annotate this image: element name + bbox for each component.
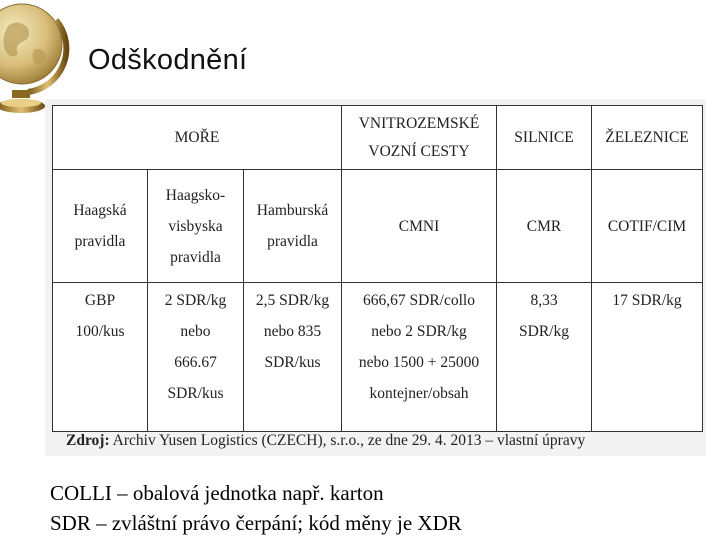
- convention-cell-line: pravidla: [74, 233, 126, 250]
- limit-cell: [592, 283, 703, 432]
- header-road: SILNICE: [497, 106, 592, 170]
- convention-cell-line: visbyska: [168, 217, 223, 235]
- convention-cell: [497, 170, 592, 283]
- note-colli: COLLI – obalová jednotka např. karton: [50, 481, 384, 505]
- convention-cell-line: pravidla: [170, 248, 221, 266]
- compensation-table: [52, 105, 703, 432]
- header-inland-line2: VOZNÍ CESTY: [368, 142, 470, 160]
- limit-cell-line: GBP: [84, 292, 116, 309]
- header-inland: [342, 106, 497, 170]
- header-sea: MOŘE: [53, 106, 342, 170]
- source-label: Zdroj:: [66, 432, 110, 449]
- convention-cell: [592, 170, 703, 283]
- slide-title: Odškodnění: [88, 44, 248, 76]
- limit-cell-line: nebo 2 SDR/kg: [371, 323, 467, 340]
- header-rail: ŽELEZNICE: [592, 106, 703, 170]
- header-inland-line1: VNITROZEMSKÉ: [358, 114, 480, 132]
- limit-cell: [148, 283, 244, 432]
- limit-cell-line: nebo 1500 + 25000: [358, 354, 480, 371]
- limit-cell: [342, 283, 497, 432]
- limit-cell: [497, 283, 592, 432]
- limit-cell-line: 666,67 SDR/collo: [363, 292, 475, 309]
- convention-cell-line: Hamburská: [256, 202, 329, 219]
- convention-cell-line: COTIF/CIM: [607, 217, 687, 235]
- compensation-table-wrap: [52, 105, 702, 431]
- limit-cell: [244, 283, 342, 432]
- convention-cell: [53, 170, 148, 283]
- table-row-limits: [53, 283, 703, 432]
- limit-cell-line: SDR/kus: [264, 354, 321, 371]
- table-header-row: [53, 106, 703, 170]
- convention-cell-line: CMR: [526, 217, 562, 235]
- note-sdr: SDR – zvláštní právo čerpání; kód měny je XDR: [50, 511, 462, 535]
- limit-cell-line: 100/kus: [75, 323, 125, 340]
- convention-cell-line: Haagsko-: [165, 186, 226, 204]
- limit-cell-line: 8,33: [530, 292, 558, 309]
- limit-cell-line: 2 SDR/kg: [164, 292, 227, 309]
- source-text: Archiv Yusen Logistics (CZECH), s.r.o., ze dne 29. 4. 2013 – vlastní úpravy: [112, 432, 586, 449]
- limit-cell-line: nebo: [180, 323, 211, 340]
- table-row-conventions: [53, 170, 703, 283]
- limit-cell-line: nebo 835: [263, 323, 322, 340]
- convention-cell: [148, 170, 244, 283]
- convention-cell-line: CMNI: [398, 217, 440, 235]
- limit-cell-line: 2,5 SDR/kg: [255, 292, 330, 309]
- convention-cell: [342, 170, 497, 283]
- limit-cell-line: kontejner/obsah: [369, 385, 469, 402]
- convention-cell: [244, 170, 342, 283]
- limit-cell-line: 666.67: [174, 354, 217, 371]
- convention-cell-line: Haagská: [73, 202, 127, 219]
- limit-cell-line: 17 SDR/kg: [612, 292, 682, 309]
- convention-cell-line: pravidla: [267, 233, 318, 250]
- limit-cell-line: SDR/kus: [167, 385, 224, 402]
- source-note: [66, 432, 585, 450]
- limit-cell-line: SDR/kg: [519, 323, 569, 340]
- limit-cell: [53, 283, 148, 432]
